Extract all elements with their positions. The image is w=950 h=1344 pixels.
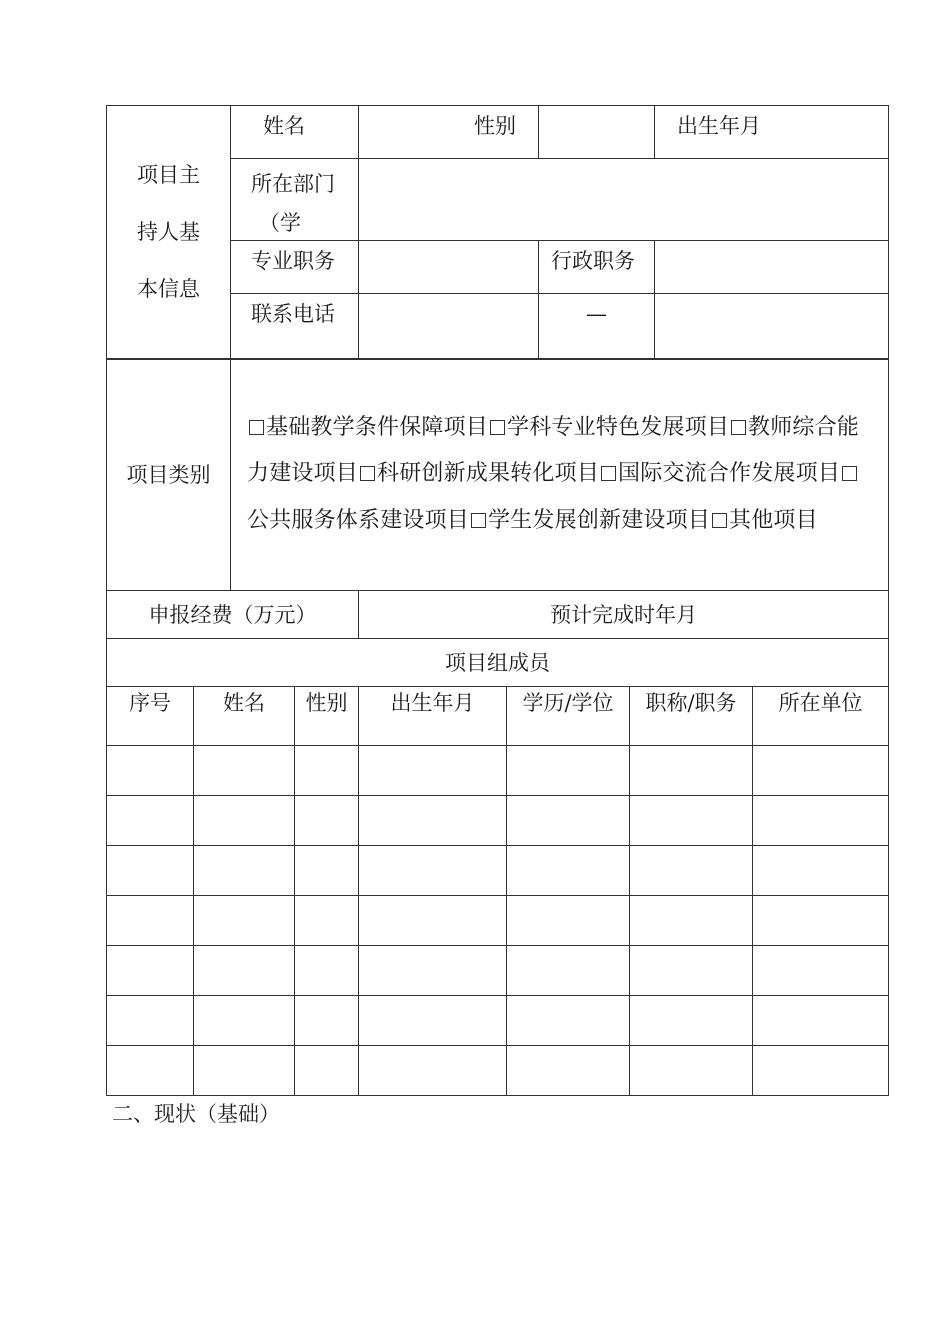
category-option-7-label: 学生发展创新建设项目 [488, 507, 711, 533]
gender-label: 性别 [474, 114, 516, 138]
table-cell[interactable] [507, 996, 630, 1046]
table-cell[interactable] [194, 996, 295, 1046]
table-cell[interactable] [107, 746, 194, 796]
table-cell[interactable] [753, 846, 889, 896]
completion-date-label-cell[interactable] [359, 591, 889, 639]
phone-label: 联系电话 [251, 302, 335, 326]
checkbox-icon[interactable] [842, 466, 857, 481]
section-heading-status: 二、现状（基础） [112, 1102, 280, 1126]
checkbox-icon[interactable] [712, 513, 727, 528]
header-index: 序号 [107, 687, 194, 746]
admin-label: 行政职务 [551, 249, 635, 273]
checkbox-icon[interactable] [490, 420, 505, 435]
members-table [106, 638, 889, 1096]
table-row [107, 946, 889, 996]
phone-label-cell [231, 294, 359, 360]
table-row [107, 896, 889, 946]
completion-date-label: 预计完成时年月 [550, 602, 697, 627]
table-cell[interactable] [507, 846, 630, 896]
table-cell[interactable] [359, 796, 507, 846]
category-option-1-label: 基础教学条件保障项目 [266, 414, 489, 440]
table-cell[interactable] [753, 896, 889, 946]
header-gender: 性别 [295, 687, 359, 746]
category-option-7[interactable] [469, 508, 710, 533]
table-cell[interactable] [630, 896, 753, 946]
table-cell[interactable] [359, 946, 507, 996]
name-label: 姓名 [263, 114, 305, 138]
category-option-5-label: 国际交流合作发展项目 [618, 461, 841, 487]
header-unit: 所在单位 [753, 687, 889, 746]
table-row [107, 846, 889, 896]
category-option-3-label: 教师综合能力建设项目 [247, 414, 860, 487]
table-cell[interactable] [194, 896, 295, 946]
gender-label-cell [359, 106, 539, 159]
checkbox-icon[interactable] [471, 513, 486, 528]
gender-field[interactable] [539, 106, 655, 159]
table-row [107, 746, 889, 796]
table-cell[interactable] [107, 846, 194, 896]
admin-label-cell [539, 241, 655, 294]
table-cell[interactable] [107, 796, 194, 846]
dash-mark: — [586, 302, 607, 326]
table-cell[interactable] [359, 896, 507, 946]
table-cell[interactable] [359, 746, 507, 796]
checkbox-icon[interactable] [249, 420, 264, 435]
category-option-2[interactable] [488, 415, 729, 440]
table-cell[interactable] [295, 846, 359, 896]
host-info-section-label [107, 106, 231, 360]
members-title: 项目组成员 [445, 650, 550, 675]
table-cell[interactable] [194, 796, 295, 846]
category-table [106, 358, 889, 591]
dept-label-cell [231, 159, 359, 241]
table-cell[interactable] [507, 1046, 630, 1096]
phone-field[interactable] [359, 294, 539, 360]
admin-field[interactable] [655, 241, 889, 294]
category-option-8-label: 其他项目 [729, 507, 818, 533]
title-label-cell [231, 241, 359, 294]
header-education: 学历/学位 [507, 687, 630, 746]
birth-label: 出生年月 [677, 114, 761, 138]
phone-extra-field[interactable] [655, 294, 889, 360]
table-row [107, 996, 889, 1046]
table-cell[interactable] [507, 896, 630, 946]
dept-label-line-1: 所在部门 [251, 172, 335, 196]
dept-label-line-2: （学 [259, 211, 301, 235]
table-cell[interactable] [753, 746, 889, 796]
table-cell[interactable] [107, 896, 194, 946]
table-row [107, 1046, 889, 1096]
table-cell[interactable] [507, 796, 630, 846]
header-name: 姓名 [194, 687, 295, 746]
host-info-table [106, 105, 889, 360]
header-title: 职称/职务 [630, 687, 753, 746]
category-option-6-label: 公共服务体系建设项目 [247, 507, 470, 533]
table-cell[interactable] [107, 946, 194, 996]
name-label-cell [231, 106, 359, 159]
table-row [107, 796, 889, 846]
table-cell[interactable] [194, 1046, 295, 1096]
dash-cell [539, 294, 655, 360]
checkbox-icon[interactable] [731, 420, 746, 435]
table-cell[interactable] [295, 946, 359, 996]
table-cell[interactable] [107, 996, 194, 1046]
category-option-2-label: 学科专业特色发展项目 [507, 414, 730, 440]
table-cell[interactable] [295, 1046, 359, 1096]
funding-table [106, 590, 889, 639]
table-cell[interactable] [194, 946, 295, 996]
table-cell[interactable] [107, 1046, 194, 1096]
table-cell[interactable] [630, 796, 753, 846]
birth-label-cell [655, 106, 889, 159]
table-cell[interactable] [630, 946, 753, 996]
table-cell[interactable] [753, 996, 889, 1046]
host-info-label-line-1: 项目主 [137, 163, 200, 187]
funding-amount-label-cell[interactable] [107, 591, 359, 639]
host-info-label-line-3: 本信息 [137, 277, 200, 301]
table-cell[interactable] [295, 896, 359, 946]
table-cell[interactable] [630, 1046, 753, 1096]
category-options [231, 359, 889, 591]
checkbox-icon[interactable] [360, 466, 375, 481]
table-cell[interactable] [194, 846, 295, 896]
table-cell[interactable] [359, 996, 507, 1046]
category-label: 项目类别 [126, 462, 211, 487]
title-field[interactable] [359, 241, 539, 294]
members-title-cell [107, 639, 889, 687]
category-option-4[interactable] [358, 461, 599, 486]
category-option-5[interactable] [599, 461, 840, 486]
category-option-8[interactable] [710, 508, 818, 533]
checkbox-icon[interactable] [601, 466, 616, 481]
table-cell[interactable] [630, 846, 753, 896]
header-birth: 出生年月 [359, 687, 507, 746]
table-cell[interactable] [194, 746, 295, 796]
category-option-4-label: 科研创新成果转化项目 [377, 461, 600, 487]
table-cell[interactable] [295, 996, 359, 1046]
host-info-label-line-2: 持人基 [137, 220, 200, 244]
funding-amount-label: 申报经费（万元） [148, 602, 317, 627]
category-option-1[interactable] [247, 415, 488, 440]
dept-field[interactable] [359, 159, 889, 241]
table-cell[interactable] [507, 746, 630, 796]
table-cell[interactable] [753, 946, 889, 996]
table-cell[interactable] [507, 946, 630, 996]
table-cell[interactable] [753, 796, 889, 846]
table-cell[interactable] [630, 746, 753, 796]
table-cell[interactable] [630, 996, 753, 1046]
table-cell[interactable] [753, 1046, 889, 1096]
category-label-cell [107, 359, 231, 591]
table-cell[interactable] [359, 846, 507, 896]
table-cell[interactable] [359, 1046, 507, 1096]
table-cell[interactable] [295, 746, 359, 796]
table-cell[interactable] [295, 796, 359, 846]
title-label: 专业职务 [251, 249, 335, 273]
